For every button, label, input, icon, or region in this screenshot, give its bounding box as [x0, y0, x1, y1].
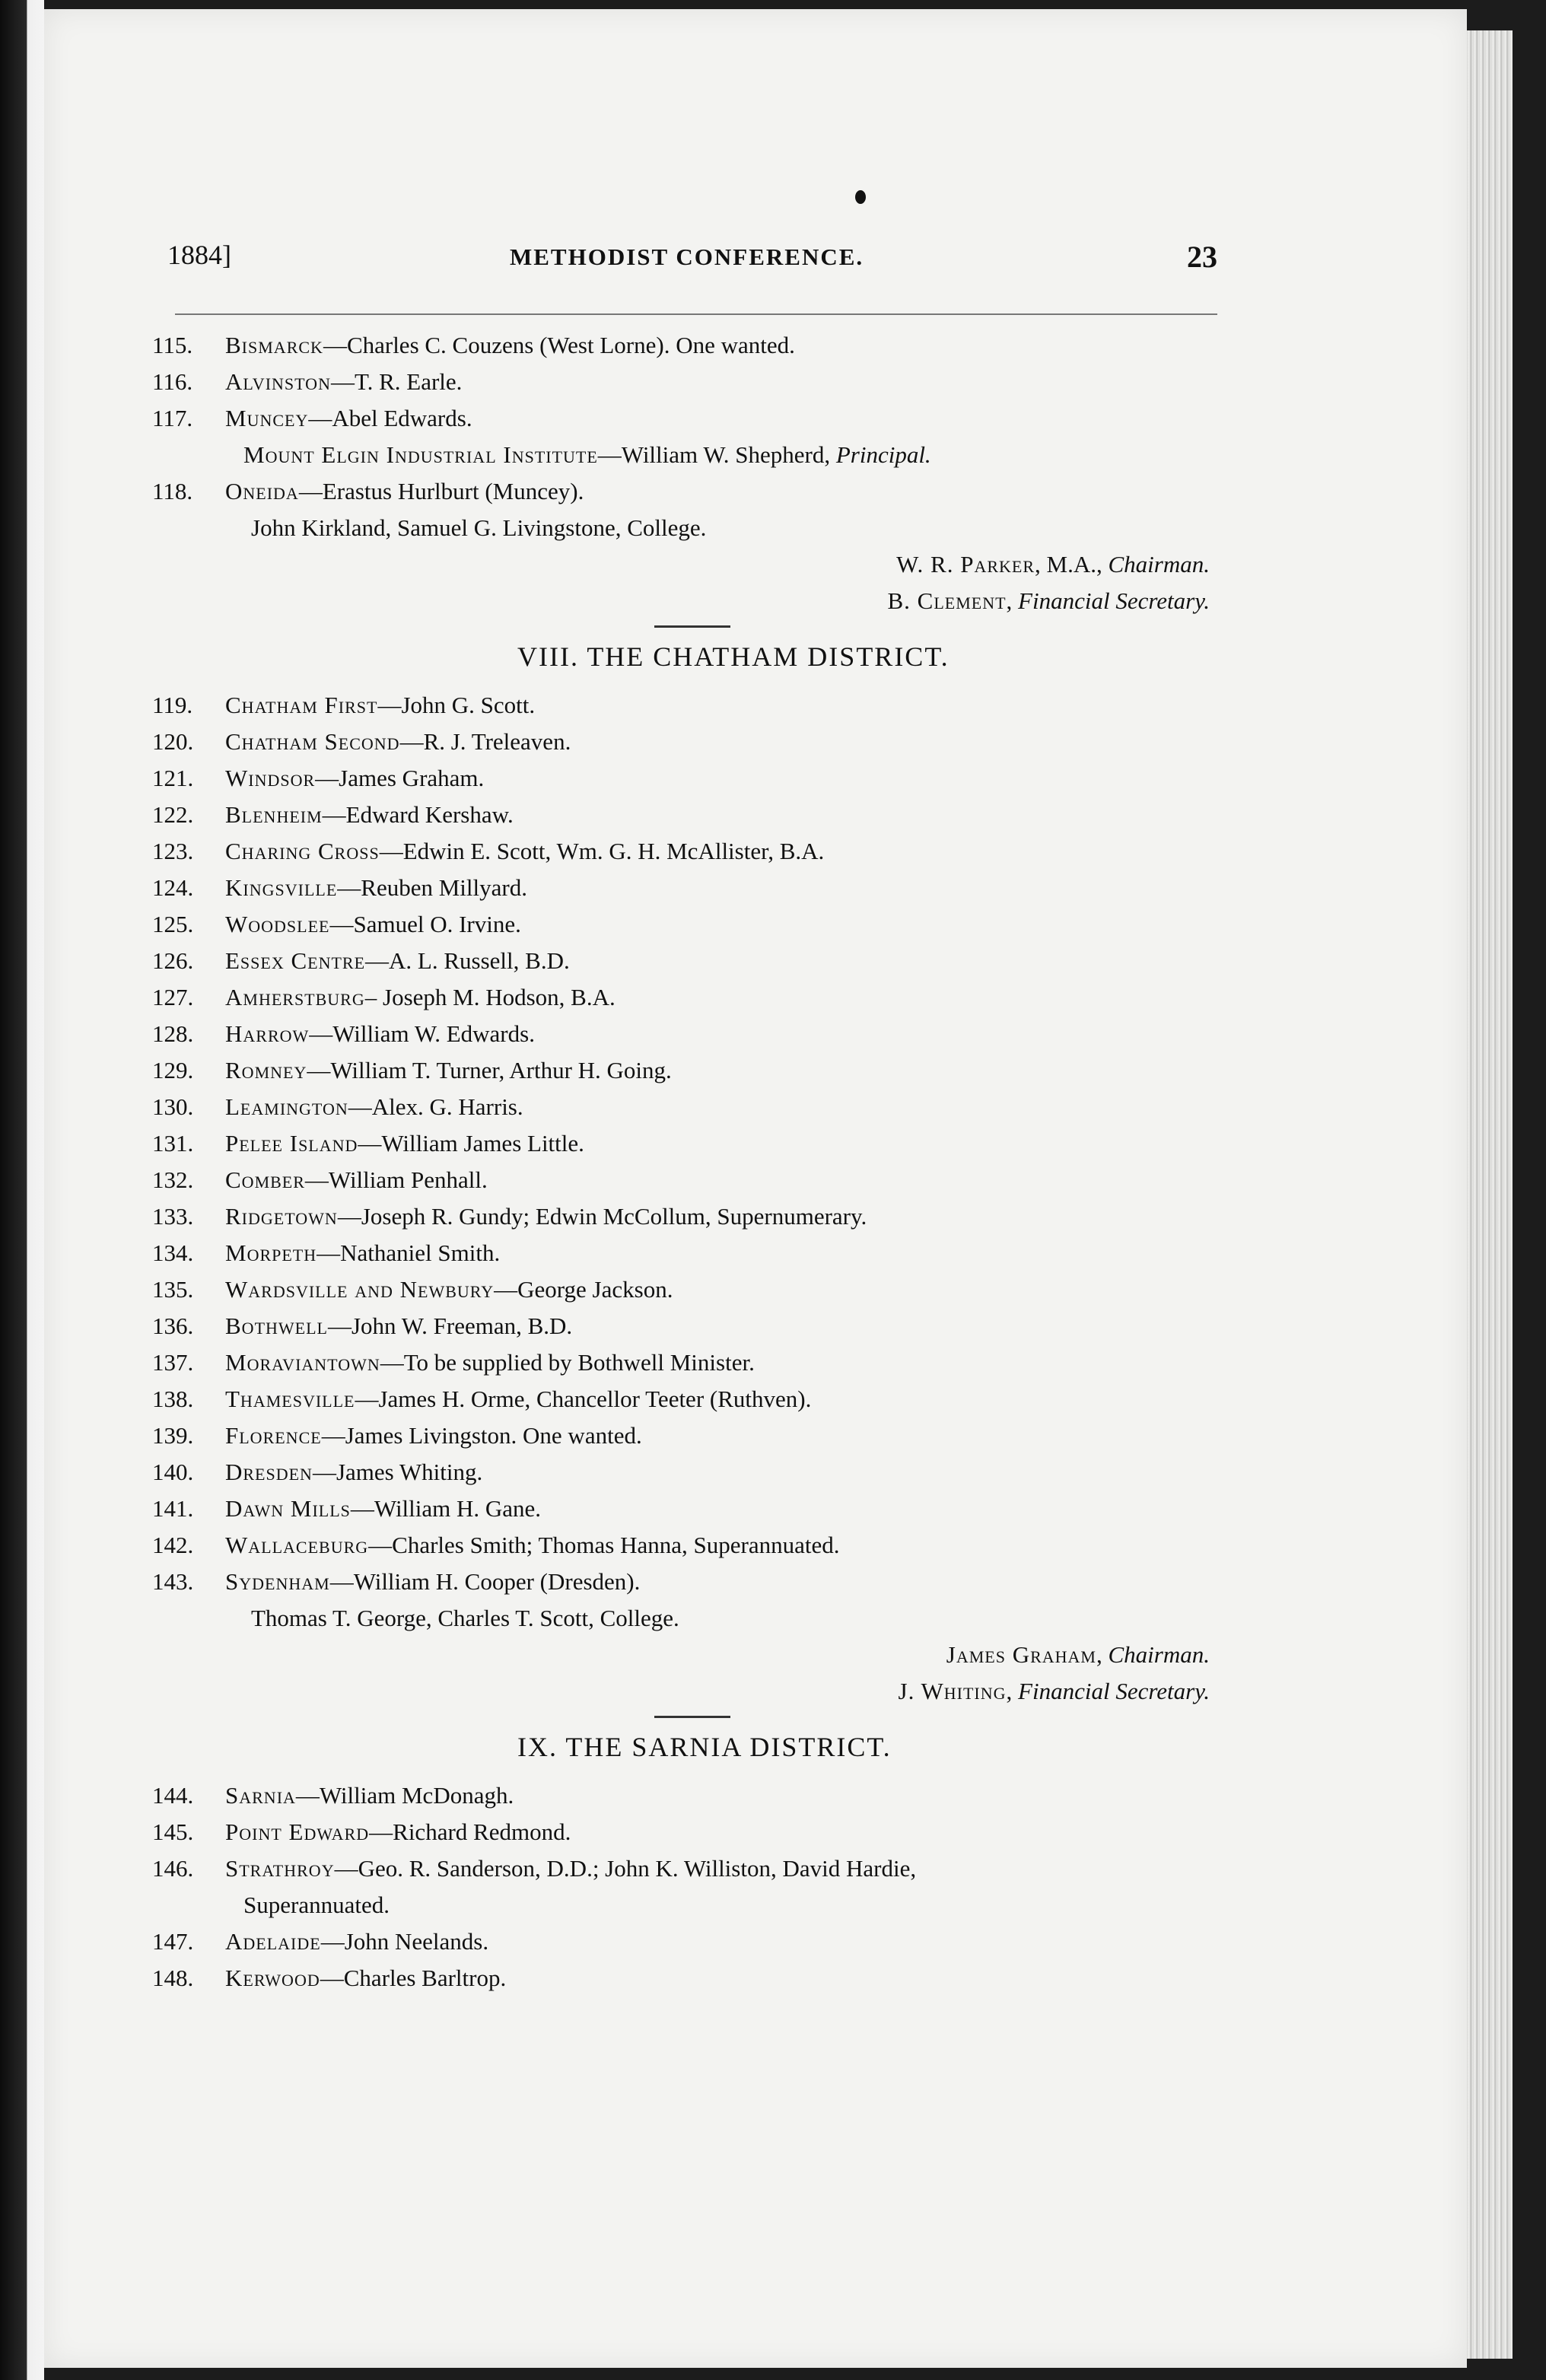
circuit-entry: 118. Oneida —Erastus Hurlburt (Muncey). [152, 478, 584, 504]
circuit-entry: 146. Strathroy —Geo. R. Sanderson, D.D.; John K. Williston, David Hardie, [152, 1855, 917, 1882]
college-line: John Kirkland, Samuel G. Livingstone, College. [251, 514, 707, 541]
circuit-entry: 127. Amherstburg – Joseph M. Hodson, B.A. [152, 984, 616, 1010]
district-heading: IX. THE SARNIA DISTRICT. [517, 1732, 892, 1762]
circuit-entry: 128. Harrow —William W. Edwards. [152, 1020, 535, 1047]
page-content [152, 327, 1233, 1997]
circuit-entry: 133. Ridgetown —Joseph R. Gundy; Edwin McCollum, Supernumerary. [152, 1203, 867, 1230]
running-header [167, 239, 1217, 285]
circuit-entry: 125. Woodslee —Samuel O. Irvine. [152, 911, 521, 937]
circuit-entry: 141. Dawn Mills —William H. Gane. [152, 1495, 542, 1522]
circuit-entry: 131. Pelee Island —William James Little. [152, 1130, 584, 1157]
circuit-entry: 122. Blenheim —Edward Kershaw. [152, 801, 514, 828]
circuit-entry: 143. Sydenham —William H. Cooper (Dresden). [152, 1568, 641, 1595]
circuit-entry: 144. Sarnia —William McDonagh. [152, 1782, 514, 1809]
circuit-entry: 147. Adelaide —John Neelands. [152, 1928, 489, 1955]
circuit-entry: 117. Muncey —Abel Edwards. [152, 405, 472, 431]
circuit-entry: 132. Comber —William Penhall. [152, 1166, 488, 1193]
header-title: METHODIST CONFERENCE. [510, 243, 864, 270]
circuit-entry: 145. Point Edward —Richard Redmond. [152, 1818, 571, 1845]
page-number: 23 [1187, 240, 1217, 274]
secretary-signature: J. Whiting, Financial Secretary. [898, 1678, 1210, 1704]
section-divider [654, 1716, 730, 1718]
circuit-entry: 135. Wardsville and Newbury —George Jackson. [152, 1276, 673, 1303]
circuit-entry: 121. Windsor —James Graham. [152, 765, 485, 791]
header-year: 1884] [167, 240, 231, 270]
page-stack-edge [1467, 30, 1513, 2359]
circuit-entry: 134. Morpeth —Nathaniel Smith. [152, 1239, 501, 1266]
entries-top [152, 327, 1233, 437]
circuit-entry: 139. Florence —James Livingston. One wanted. [152, 1422, 642, 1449]
circuit-entry: 115. Bismarck —Charles C. Couzens (West Lorne). One wanted. [152, 332, 795, 358]
district-heading: VIII. THE CHATHAM DISTRICT. [517, 641, 950, 672]
circuit-entry: 116. Alvinston —T. R. Earle. [152, 368, 463, 395]
circuit-entry: 130. Leamington —Alex. G. Harris. [152, 1093, 523, 1120]
chairman-signature: James Graham, Chairman. [946, 1641, 1210, 1668]
sarnia-entries [152, 1777, 1233, 1997]
institute-line: Mount Elgin Industrial Institute—William W. Shepherd, Principal. [243, 441, 931, 468]
chairman-signature: W. R. Parker, M.A., Chairman. [896, 551, 1210, 578]
circuit-entry: 140. Dresden —James Whiting. [152, 1459, 483, 1485]
circuit-entry: 129. Romney —William T. Turner, Arthur H. Going. [152, 1057, 672, 1083]
header-rule [175, 313, 1217, 315]
circuit-entry: 138. Thamesville —James H. Orme, Chancellor Teeter (Ruthven). [152, 1386, 812, 1412]
circuit-entry: 119. Chatham First —John G. Scott. [152, 692, 536, 718]
circuit-entry: 137. Moraviantown —To be supplied by Bothwell Minister. [152, 1349, 755, 1376]
circuit-entry: 120. Chatham Second —R. J. Treleaven. [152, 728, 571, 755]
circuit-entry: 142. Wallaceburg —Charles Smith; Thomas Hanna, Superannuated. [152, 1532, 840, 1558]
circuit-entry: 124. Kingsville —Reuben Millyard. [152, 874, 527, 901]
entry-continuation: Superannuated. [243, 1892, 390, 1918]
secretary-signature: B. Clement, Financial Secretary. [887, 587, 1210, 614]
circuit-entry: 123. Charing Cross —Edwin E. Scott, Wm. G. H. McAllister, B.A. [152, 838, 825, 864]
section-divider [654, 625, 730, 628]
scan-left-edge [0, 0, 44, 2380]
circuit-entry: 126. Essex Centre —A. L. Russell, B.D. [152, 947, 570, 974]
circuit-entry: 136. Bothwell —John W. Freeman, B.D. [152, 1312, 573, 1339]
college-line: Thomas T. George, Charles T. Scott, College. [251, 1605, 679, 1631]
ink-spot [855, 190, 866, 204]
circuit-entry: 148. Kerwood —Charles Barltrop. [152, 1965, 507, 1991]
chatham-entries [152, 687, 1233, 1600]
